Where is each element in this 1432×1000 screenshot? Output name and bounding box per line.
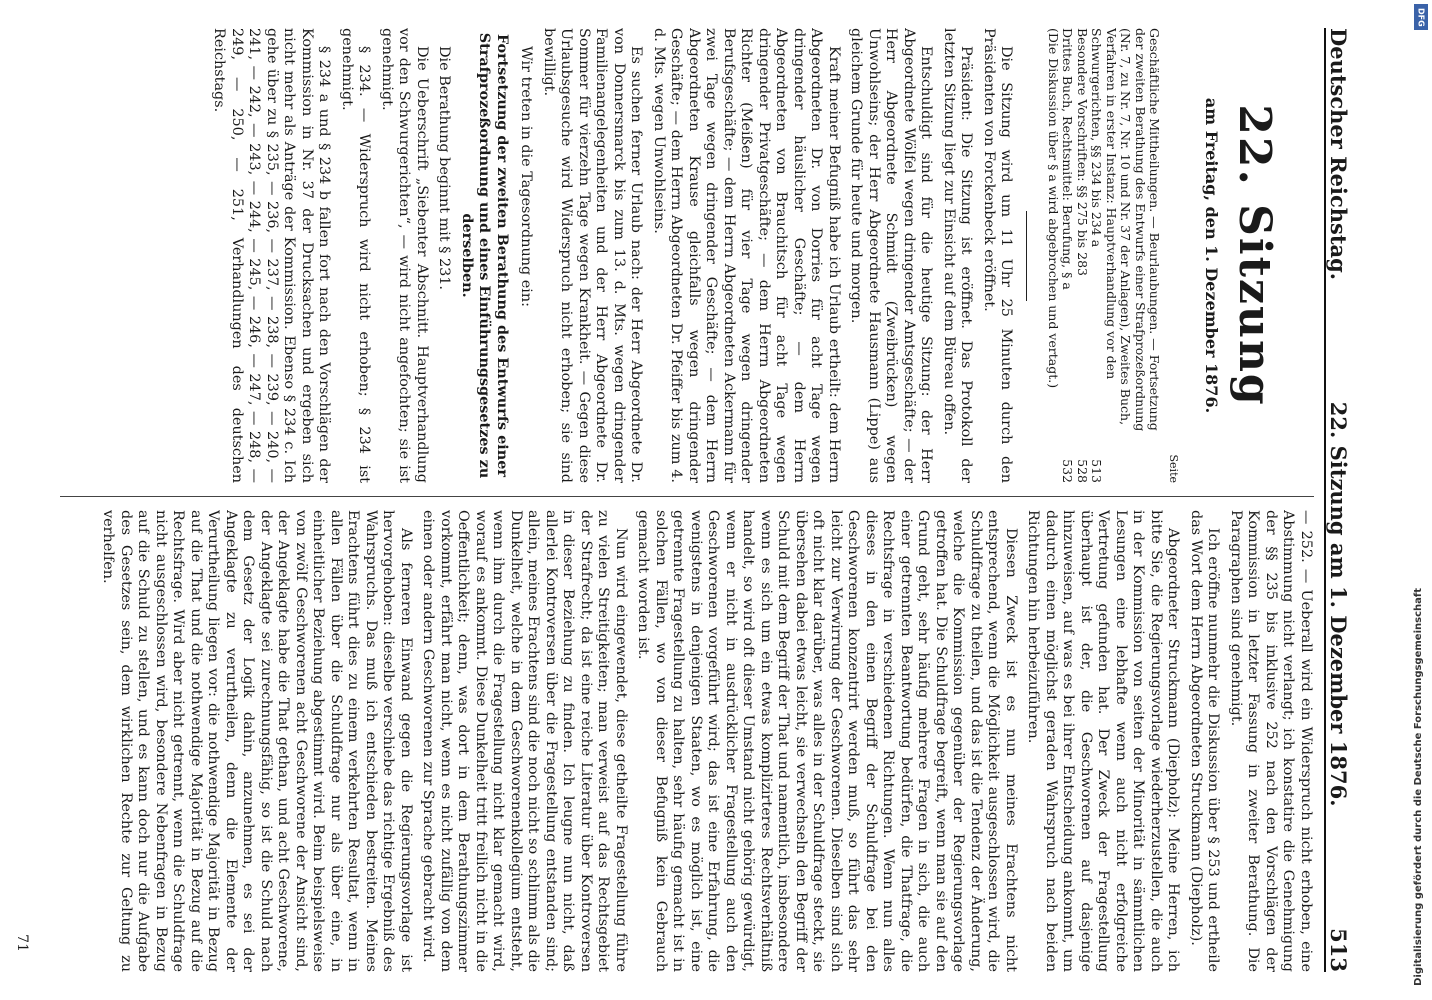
paragraph: Wir treten in die Tagesordnung ein: [518, 46, 535, 308]
running-head [1324, 28, 1362, 972]
paragraph: Entschuldigt sind für die heutige Sitzung: der Herr Abgeordnete Wölfel wegen dringender Amtsgeschäfte; — der Herr Abgeordnete Schmidt (Zweibrücken) wegen Unwohlseins; der Herr Abgeordnete Hausmann (Lippe) aus gleichem Grunde für heute und morgen. [848, 28, 935, 483]
paragraph: Diesen Zweck ist es nun meines Erachtens nicht entsprechend, wenn die Möglichkeit ausgeschlossen wird, die Schuldfrage zu theilen, und das ist die Tendenz der Änderung, welche die Kommission gegenüber der Regierungsvorlage getroffen hat. Die Schuldfrage begreift, wenn man sie auf den Grund geht, sehr häufig mehrere Fragen in sich, die auch einer getrennten Beantwortung bedürfen, die Thatfrage, die Rechtsfrage in verschiedenen Richtungen. Wenn nun alles dieses in den einen Begriff der Schuldfrage bei den Geschworenen konzentrirt werden muß, so führt das sehr leicht zur Verwirrung der Geschworenen. Dieselben sind sich oft nicht klar darüber, was alles in der Schuldfrage steckt, sie übersehen dabei etwas leicht, sie verwechseln den Begriff der Schuld mit dem Begriff der That und namentlich, insbesondere wenn es sich um ein etwas komplizirteres Rechtsverhältniß handelt, so wird oft dieser Umstand nicht gehörig gewürdigt, wenn er nicht in ausdrücklicher Fragestellung auch den Geschworenen vorgeführt wird; das ist eine Erfahrung, die wenigstens in denjenigen Staaten, wo es möglich ist, eine getrennte Fragestellung zu halten, sehr häufig gemacht ist in solchen Fällen, wo von dieser Befugniß kein Gebrauch gemacht worden ist. [635, 510, 1019, 972]
toc-entry-page: 513 [1089, 459, 1105, 483]
paragraph: Die Ueberschrift „Siebenter Abschnitt. Hauptverhandlung vor den Schwurgerichten“, — wird nicht angefochten; sie ist genehmigt. [379, 28, 430, 483]
left-column-text [210, 28, 1015, 483]
toc-entry-page: 532 [1060, 459, 1076, 483]
toc-entry-text: (Die Diskussion über § a wird abgebrochen und vertagt.) [1046, 28, 1061, 389]
paragraph: Es suchen ferner Urlaub nach: der Herr Abgeordnete Dr. von Donnersmarck bis zum 13. d. Mts. wegen dringender Familienangelegenheiten und der Herr Abgeordnete Dr. Sommer für vierzehn Tage wegen Krankheit. — Gegen diese Urlaubsgesuche wird Widerspruch nicht erhoben; sie sind bewilligt. [541, 28, 645, 483]
dfg-logo-icon: DFG [1414, 4, 1428, 30]
session-title: 22. Sitzung [1229, 104, 1280, 407]
right-column [40, 510, 1314, 972]
page-number: 513 [1326, 928, 1351, 972]
paragraph: Die Berathung beginnt mit § 231. [436, 46, 453, 291]
paragraph: Die Sitzung wird um 11 Uhr 25 Minuten durch den Präsidenten von Forckenbeck eröffnet. [981, 28, 1015, 483]
paragraph: Ich eröffne nunmehr die Diskussion über § 253 und ertheile das Wort dem Herrn Abgeordneten Struckmann (Diepholz). [1188, 510, 1222, 972]
running-head-left: Deutscher Reichstag. [1326, 28, 1351, 281]
digitization-margin [1410, 0, 1432, 1000]
toc-entry [1075, 28, 1090, 483]
paragraph: Nun wird eingewendet, diese getheilte Fragestellung führe zu vielen Streitigkeiten; man verweist auf das Rechtsgebiet der Strafrecht; da ist eine reiche Literatur über Kontroversen in dieser Beziehung zu finden. Ich leugne nun nicht, daß allerlei Kontroversen über die Fragestellung entstanden sind; allein, meines Erachtens sind die noch nicht so schlimm als die Dunkelheit, welche in dem Geschworenenkollegium entsteht, wenn ihm durch die Fragestellung nicht klar gemacht wird, worauf es ankommt. Diese Dunkelheit tritt freilich nicht in die Oeffentlichkeit; denn, was dort in dem Berathungszimmer vorkommt, erfährt man nicht, wenn es nicht zufällig von dem einen oder andern Geschworenen zur Sprache gebracht wird. [420, 510, 629, 972]
section-divider [1027, 211, 1028, 301]
left-column [40, 28, 1314, 483]
column-rule [60, 496, 1314, 497]
paragraph: Als ferneren Einwand gegen die Regierungsvorlage ist hervorgehoben: dieselbe verschiebe das richtige Ergebniß des Wahrspruchs. Das muß ich entschieden bestreiten. Meines Erachtens führt dies zu einem verkehrten Resultat, wenn in allen Fällen über die Schuldfrage nur als über eine, in einheitlicher Beziehung abgestimmt wird. Beim beispielsweise von zwölf Geschworenen acht Geschworene der Ansicht sind, der Angeklagte habe die That gethan, und acht Geschworene, der Angeklagte sei zurechnungsfähig, so ist die Schuld nach dem Gesetz der Logik dahin, anzunehmen, es sei der Angeklagte zu verurtheilen, denn die Elemente der Verurtheilung liegen vor: die nothwendige Majorität in Bezug auf die That und die nothwendige Majorität in Bezug auf die Rechtsfrage. Wird aber nicht getrennt, wenn die Schuldfrage nicht ausgeschlossen wird, besondere Nebenfragen in Bezug auf die Schuld zu stellen, und es kann doch nur die Aufgabe des Gesetzes sein, dem wirklichen Rechte zur Geltung zu verhelfen. [100, 510, 414, 972]
toc-seite-label: Seite [1167, 454, 1180, 483]
agenda-heading: Fortsetzung der zweiten Berathung des Entwurfs einer Strafprozeßordnung und eines Einführungsgesetzes zu derselben. [459, 32, 511, 479]
toc-entry-text: Besondere Vorschriften: §§ 275 bis 283 [1075, 28, 1090, 276]
toc-list [1046, 28, 1162, 483]
paragraph: Kraft meiner Befugniß habe ich Urlaub ertheilt: dem Herrn Abgeordneten Dr. von Dorries für acht Tage wegen dringender häuslicher Geschäfte; — dem Herrn Abgeordneten von Brauchitsch für acht Tage wegen dringender Privatgeschäfte; — dem Herrn Abgeordneten Richter (Meißen) für vier Tage wegen dringender Berufsgeschäfte; — dem Herrn Abgeordneten Ackermann für zwei Tage wegen dringender Geschäfte; — dem Herrn Abgeordneten Krause gleichfalls wegen dringender Geschäfte; — dem Herrn Abgeordneten Dr. Pfeiffer bis zum 4. d. Mts. wegen Unwohlseins. [651, 28, 842, 483]
paragraph: § 234 a und § 234 b fallen fort nach den Vorschlägen der Kommission in Nr. 37 der Drucksachen und ergeben sich nicht mehr als Anträge der Kommission. Ebenso § 234 c. Ich gehe über zu § 235, — 236, — 237, — 238, — 239, — 240, — 241, — 242, — 243, — 244, — 245, — 246, — 247, — 248, — 249, — 250, — 251, Verhandlungen des deutschen Reichstags. [211, 28, 333, 483]
toc-entry [1046, 28, 1061, 483]
toc-entry-text: Geschäftliche Mittheilungen. — Beurlaubungen. — Fortsetzung der zweiten Berathung des Entwurfs einer Strafprozeßordnung (Nr. 7, zu Nr. 7, Nr. 10 und Nr. 37 der Anlagen), Zweites Buch, Verfahren in erster Instanz: Hauptverhandlung vor den Schwurgerichten, §§ 234 bis 234 a [1089, 28, 1163, 432]
signature-mark: 71 [14, 934, 30, 952]
paragraph: Präsident: Die Sitzung ist eröffnet. Das Protokoll der letzten Sitzung liegt zur Einsicht auf dem Büreau offen. [941, 28, 975, 483]
running-head-title: 22. Sitzung am 1. Dezember 1876. [1326, 401, 1351, 807]
digitization-note: Digitalisierung gefördert durch die Deutsche Forschungsgemeinschaft [1413, 588, 1424, 986]
paragraph: — 252. — Ueberall wird ein Widerspruch nicht erhoben, eine Abstimmung nicht verlangt; ich konstatire die Genehmigung der §§ 235 bis inklusive 252 nach den Vorschlägen der Kommission in letzter Fassung in zweiter Berathung. Die Paragraphen sind genehmigt. [1228, 510, 1314, 972]
right-column-text [99, 510, 1314, 972]
toc-entry-text: Drittes Buch, Rechtsmittel: Berufung, § a [1060, 28, 1076, 290]
paragraph: § 234. — Widerspruch wird nicht erhoben; § 234 ist genehmigt. [339, 28, 373, 483]
table-of-contents [1046, 28, 1181, 483]
toc-entry-page: 528 [1075, 459, 1090, 483]
toc-entry [1060, 28, 1075, 483]
session-date: am Freitag, den 1. Dezember 1876. [1202, 97, 1221, 414]
paragraph: Abgeordneter Struckmann (Diepholz): Meine Herren, ich bitte Sie, die Regierungsvorlage wiederherzustellen, die auch in der Kommission von seiten der Minorität in sämmtlichen Lesungen eine lebhafte wenn auch nicht erfolgreiche Vertretung gefunden hat. Der Zweck der Fragestellung überhaupt ist der, die Geschworenen auf dasjenige hinzuweisen, auf was es bei ihrer Entscheidung ankommt, um dadurch einen möglichst geraden Wahrspruch nach beiden Richtungen hin herbeizuführen. [1025, 510, 1182, 972]
toc-entry [1089, 28, 1162, 483]
